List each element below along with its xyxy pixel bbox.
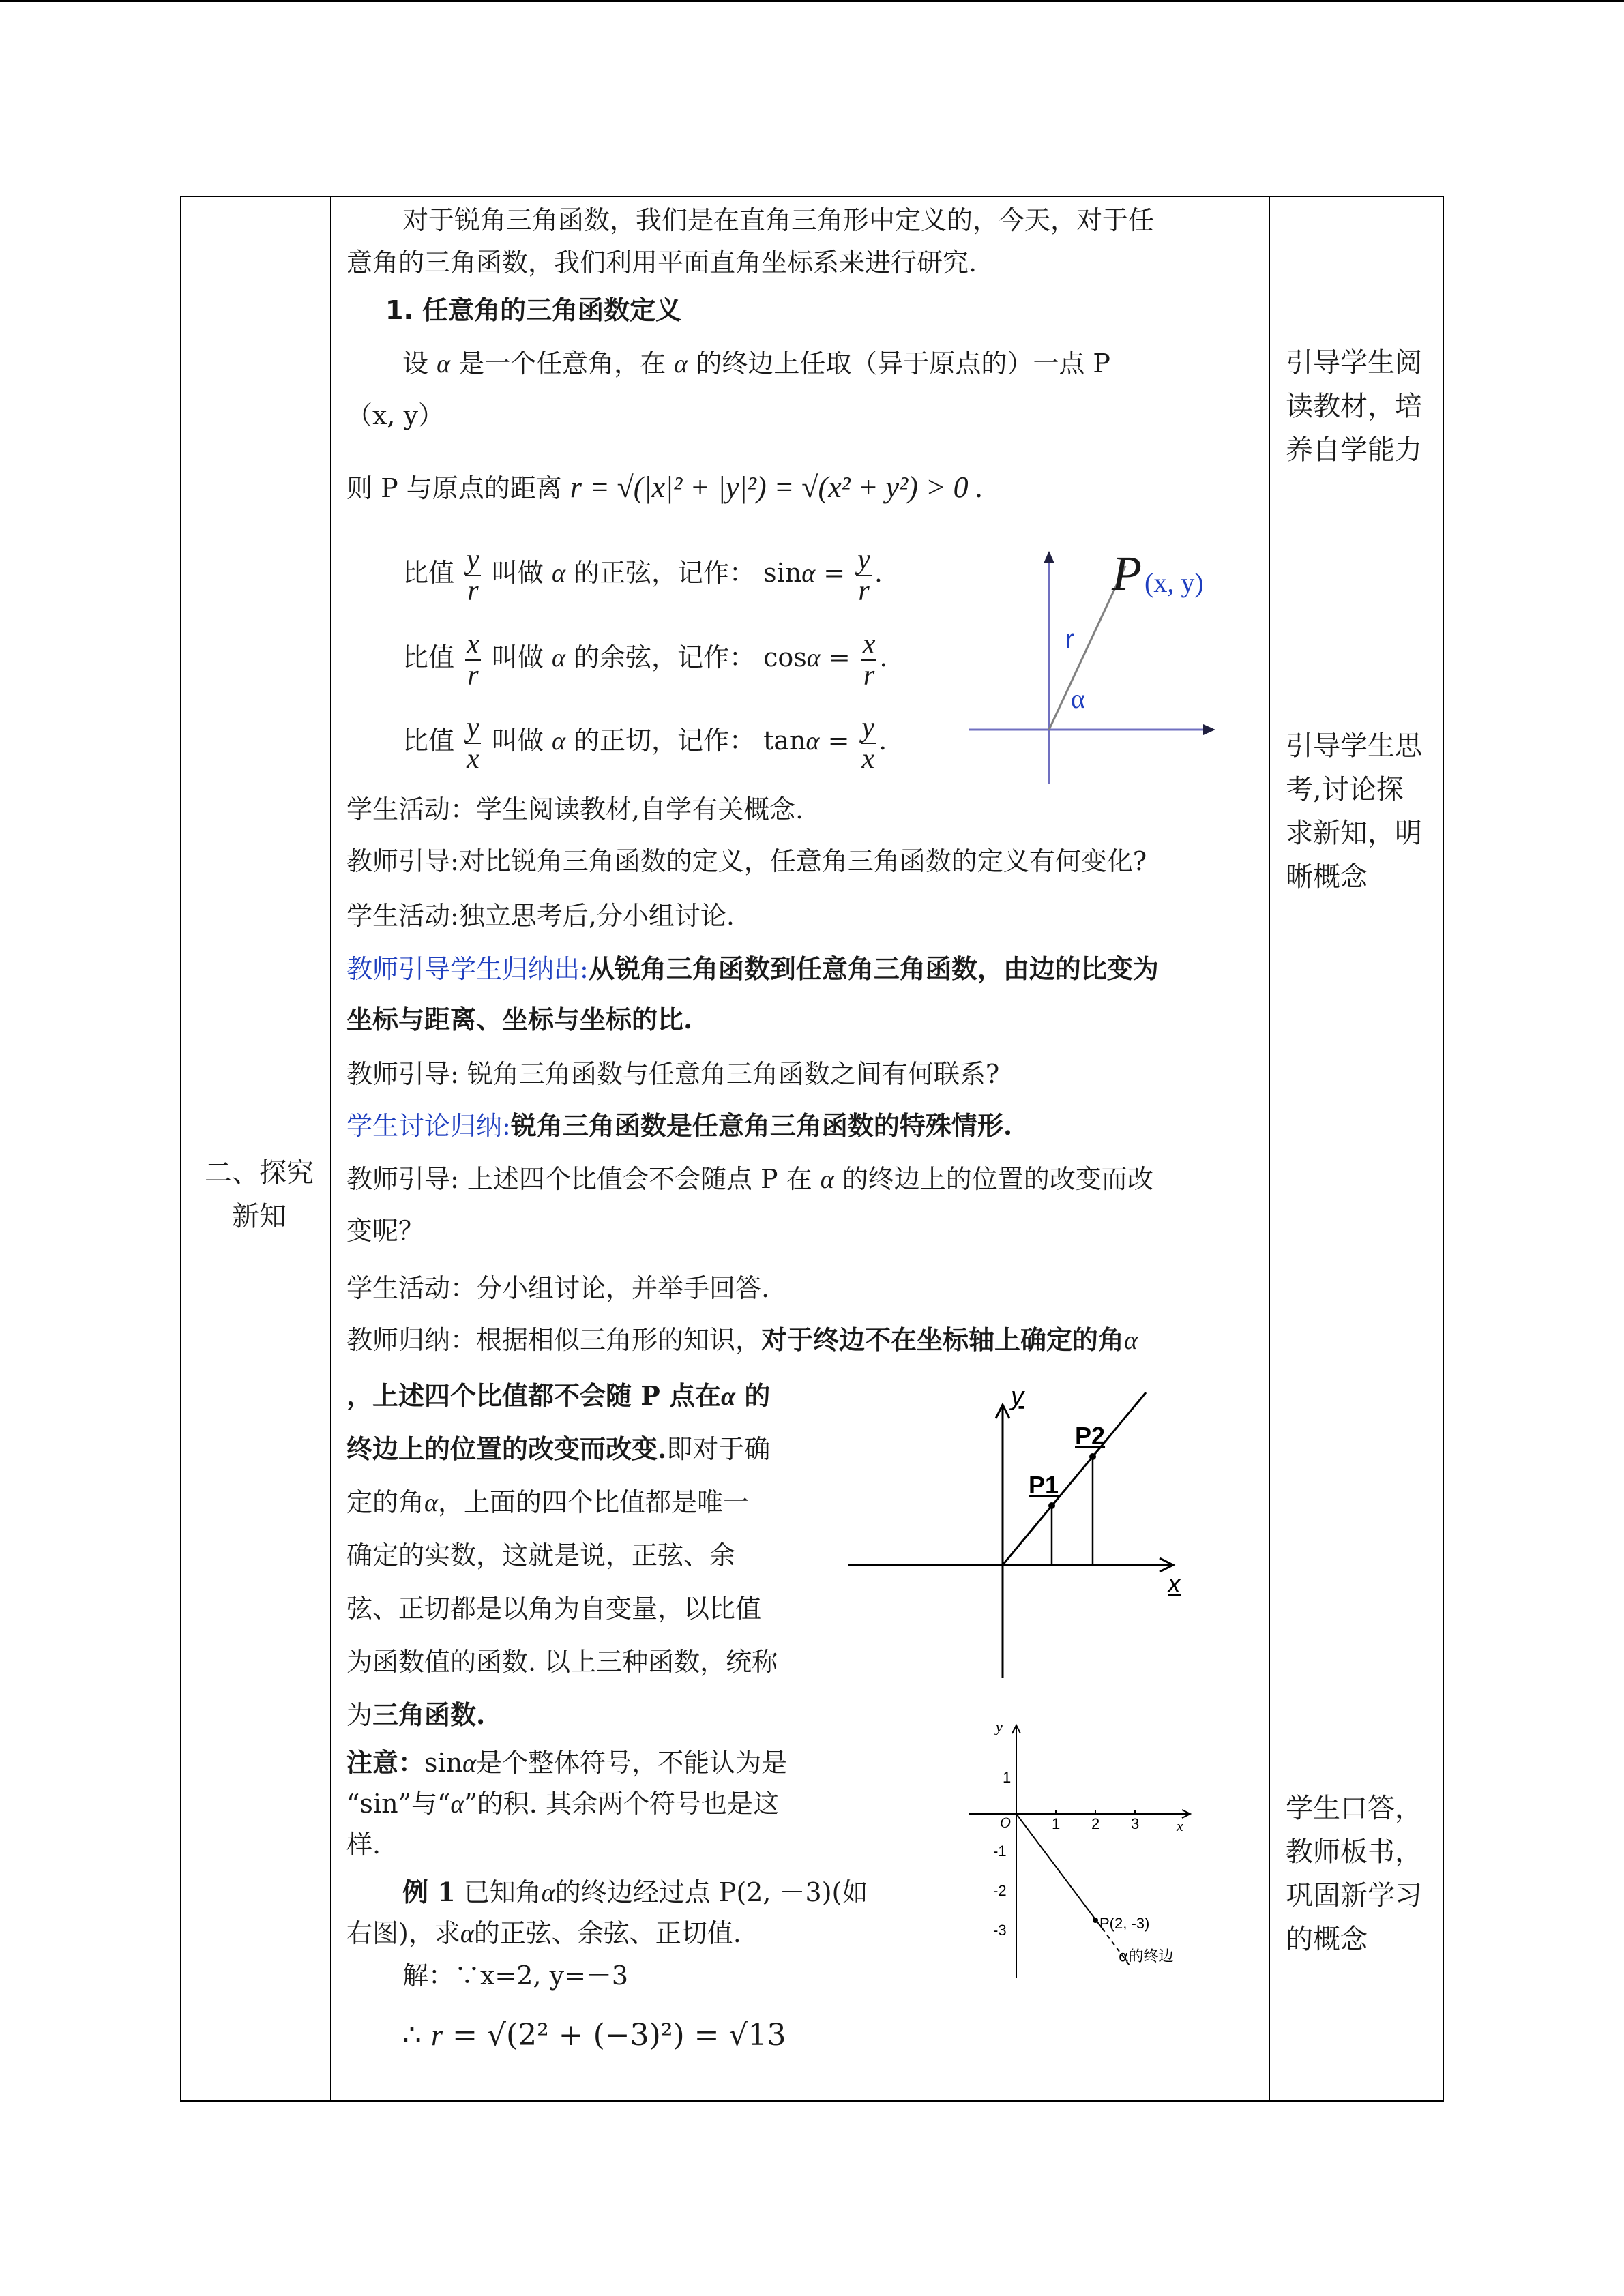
- ratio-fraction: $\frac{y}{r}$: [857, 543, 870, 607]
- note-line: 考,讨论探: [1286, 774, 1404, 805]
- teacher-guide-2: 教师引导: 锐角三角函数与任意角三角函数之间有何联系?: [346, 1059, 1000, 1089]
- text-run: ”的积. 其余两个符号也是这: [464, 1789, 779, 1819]
- distance-formula: [346, 471, 984, 505]
- alpha-symbol: α: [1124, 1326, 1138, 1355]
- summary-text: 锐角三角函数是任意角三角函数的特殊情形.: [510, 1110, 1013, 1141]
- definition-line: [402, 346, 1110, 381]
- student-activity-1: 学生活动：学生阅读教材,自学有关概念.: [346, 794, 804, 824]
- text-run: 已知角: [463, 1877, 542, 1907]
- text-run: 右图)，求: [346, 1918, 460, 1948]
- ratio-fraction: $\frac{y}{r}$: [467, 543, 479, 607]
- y-tick-label: -3: [993, 1922, 1007, 1939]
- text-run: 的正弦，记作：: [574, 558, 756, 588]
- alpha-symbol: α: [462, 1749, 477, 1778]
- example-label: 例 1: [402, 1877, 456, 1907]
- terminal-side-label: α的终边: [1119, 1948, 1174, 1965]
- ratio-fraction: $\frac{x}{r}$: [862, 628, 876, 691]
- text-run: 的正切，记作：: [574, 726, 756, 756]
- text-run: 则 P 与原点的距离: [346, 473, 562, 503]
- y-axis-label: y: [1011, 1384, 1024, 1411]
- text-run: 定的角: [346, 1487, 425, 1517]
- student-activity-3: 学生活动：分小组讨论，并举手回答.: [346, 1273, 770, 1303]
- text-run: 的余弦，记作：: [574, 642, 756, 672]
- text-run: 三角函数.: [372, 1699, 486, 1730]
- angle-label: α: [1071, 683, 1085, 714]
- conclusion-line-5: 确定的实数，这就是说，正弦、余: [346, 1540, 736, 1570]
- text-run: 的终边上任取（异于原点的）一点 P: [696, 348, 1110, 378]
- note-line-1: [346, 1746, 787, 1780]
- ratio-fraction: $\frac{y}{x}$: [861, 711, 875, 775]
- tangent-formula: tanα =: [763, 726, 850, 756]
- alpha-symbol: α: [541, 1879, 555, 1907]
- x-axis-label: x: [1177, 1817, 1183, 1834]
- teaching-note-3: [1286, 1787, 1422, 1961]
- teaching-note-2: [1286, 724, 1422, 899]
- note-line: 晰概念: [1286, 861, 1368, 893]
- note-line-3: 样.: [346, 1830, 381, 1860]
- alpha-symbol: α: [437, 350, 451, 378]
- solution-line-1: 解：∵x=2, y=－3: [402, 1960, 629, 1991]
- y-axis-label: y: [996, 1718, 1003, 1735]
- x-tick-label: 1: [1052, 1815, 1061, 1832]
- alpha-symbol: α: [721, 1382, 736, 1411]
- radius-label: r: [1065, 625, 1074, 654]
- text-run: 的正弦、余弦、正切值.: [473, 1918, 741, 1948]
- text-run: 是个整体符号，不能认为是: [476, 1748, 788, 1778]
- text-run: 对于终边不在坐标轴上确定的角: [761, 1324, 1125, 1355]
- alpha-symbol: α: [460, 1920, 474, 1948]
- note-line: 的概念: [1286, 1924, 1368, 1955]
- x-tick-label: 3: [1131, 1815, 1140, 1832]
- point-label: P(2, -3): [1099, 1915, 1150, 1932]
- text-run: 比值: [402, 642, 455, 672]
- column-divider-left: [330, 196, 331, 2102]
- distance-equation: r = √(|x|² + |y|²) = √(x² + y²) > 0 .: [570, 471, 984, 504]
- text-run: 叫做: [491, 726, 544, 756]
- conclusion-line-7: 为函数值的函数. 以上三种函数，统称: [346, 1647, 778, 1677]
- conclusion-line-2: [346, 1379, 770, 1414]
- teacher-guide-3: [346, 1162, 1153, 1197]
- alpha-symbol: α: [450, 1790, 464, 1819]
- x-tick-label: 2: [1091, 1815, 1100, 1832]
- text-run: 是一个任意角，在: [458, 348, 666, 378]
- y-tick-label: 1: [1003, 1769, 1012, 1786]
- conclusion-line-8: [346, 1698, 485, 1732]
- note-line: 巩固新学习: [1286, 1880, 1422, 1911]
- note-line: 养自学能力: [1286, 434, 1422, 466]
- teaching-note-1: [1286, 341, 1422, 472]
- point-p1-label: P1: [1029, 1471, 1059, 1499]
- note-line: 引导学生思: [1286, 730, 1422, 762]
- conclusion-line-3: [346, 1432, 770, 1466]
- text-run: ，上述四个比值都不会随 P 点在: [346, 1380, 722, 1411]
- point-p-label: P: [1112, 546, 1142, 601]
- text-run: 比值: [402, 558, 455, 588]
- solution-line-2: [402, 2018, 786, 2053]
- text-run: 为: [346, 1700, 373, 1730]
- text-run: 教师引导: 上述四个比值会不会随点 P 在: [346, 1164, 812, 1194]
- point-coords: （x, y）: [346, 400, 445, 430]
- text-run: 终边上的位置的改变而改变.: [346, 1433, 667, 1464]
- summary-text: 从锐角三角函数到任意角三角函数，由边的比变为: [588, 953, 1159, 984]
- text-run: 教师归纳：根据相似三角形的知识，: [346, 1325, 762, 1355]
- note-line: 教师板书，: [1286, 1836, 1422, 1868]
- section-heading: 1. 任意角的三角函数定义: [385, 295, 682, 325]
- text-run: ，上面的四个比值都是唯一: [437, 1487, 749, 1517]
- text-run: 叫做: [491, 642, 544, 672]
- example-figure: [962, 1712, 1207, 1984]
- example-line-1: [402, 1875, 868, 1910]
- conclusion-line-6: 弦、正切都是以角为自变量，以比值: [346, 1594, 762, 1624]
- text-run: 即对于确: [666, 1434, 771, 1464]
- ratio-fraction: $\frac{x}{r}$: [467, 628, 479, 691]
- x-axis-label: x: [1168, 1570, 1181, 1598]
- summary-1-cont: 坐标与距离、坐标与坐标的比.: [346, 1004, 693, 1034]
- note-line: 引导学生阅: [1286, 347, 1422, 378]
- origin-label: O: [1000, 1814, 1011, 1831]
- alpha-symbol: α: [674, 350, 688, 378]
- note-line: 求新知，明: [1286, 818, 1422, 849]
- column-divider-right: [1269, 196, 1270, 2102]
- text-run: 叫做: [491, 558, 544, 588]
- tangent-definition: 比值 $\frac{y}{x}$ 叫做 α 的正切，记作： tanα = $\frac{y}{x}$ .: [402, 711, 887, 775]
- text-run: 设: [402, 348, 429, 378]
- sine-definition: 比值 $\frac{y}{r}$ 叫做 α 的正弦，记作： sinα = $\frac{y}{r}$ .: [402, 543, 883, 607]
- point-p2-label: P2: [1075, 1422, 1106, 1450]
- intro-line-2: 意角的三角函数，我们利用平面直角坐标系来进行研究.: [346, 248, 977, 278]
- text-run: 比值: [402, 726, 455, 756]
- similar-triangles-figure: [846, 1384, 1200, 1684]
- page-top-rule: [0, 0, 1624, 2]
- unit-angle-figure: [969, 539, 1255, 784]
- y-tick-label: -2: [993, 1882, 1007, 1899]
- intro-line-1: 对于锐角三角函数，我们是在直角三角形中定义的，今天，对于任: [402, 205, 1155, 235]
- conclusion-line-4: [346, 1485, 749, 1520]
- text-run: 的终边上的位置的改变而改: [842, 1164, 1153, 1194]
- summary-label: 学生讨论归纳:: [346, 1111, 511, 1141]
- text-run: “sin”与“: [346, 1789, 451, 1819]
- text-run: sin: [424, 1748, 463, 1778]
- alpha-symbol: α: [424, 1489, 438, 1517]
- section-label-line2: 新知: [232, 1201, 286, 1232]
- section-label-line1: 二、探究: [205, 1157, 314, 1189]
- summary-2: [346, 1109, 1012, 1143]
- alpha-symbol: α: [551, 559, 565, 588]
- point-coord-label: (x, y): [1145, 567, 1204, 598]
- student-activity-2: 学生活动:独立思考后,分小组讨论.: [346, 901, 735, 931]
- text-run: 的终边经过点 P(2, －3)(如: [555, 1877, 868, 1907]
- note-line: 读教材，培: [1286, 391, 1422, 422]
- cosine-formula: cosα =: [763, 642, 851, 672]
- note-line: 学生口答，: [1286, 1793, 1422, 1824]
- summary-label: 教师引导学生归纳出:: [346, 954, 589, 984]
- alpha-symbol: α: [551, 644, 565, 672]
- note-line-2: [346, 1787, 779, 1821]
- note-label: 注意：: [346, 1747, 425, 1778]
- ratio-fraction: $\frac{y}{x}$: [467, 711, 479, 775]
- sine-formula: sinα =: [763, 558, 846, 588]
- cosine-definition: 比值 $\frac{x}{r}$ 叫做 α 的余弦，记作： cosα = $\frac{x}{r}$ .: [402, 628, 888, 691]
- radius-computation: ∴ r = √(2² + (−3)²) = √13: [402, 2018, 786, 2053]
- summary-1: [346, 952, 1159, 986]
- text-run: 的: [744, 1380, 771, 1411]
- alpha-symbol: α: [820, 1165, 834, 1194]
- example-line-2: [346, 1916, 741, 1951]
- y-tick-label: -1: [993, 1843, 1007, 1860]
- teacher-guide-1: 教师引导:对比锐角三角函数的定义，任意角三角函数的定义有何变化?: [346, 846, 1147, 876]
- conclusion-line-1: [346, 1323, 1138, 1358]
- teacher-guide-3-cont: 变呢？: [346, 1216, 425, 1246]
- alpha-symbol: α: [551, 727, 565, 756]
- section-label: [198, 1151, 321, 1238]
